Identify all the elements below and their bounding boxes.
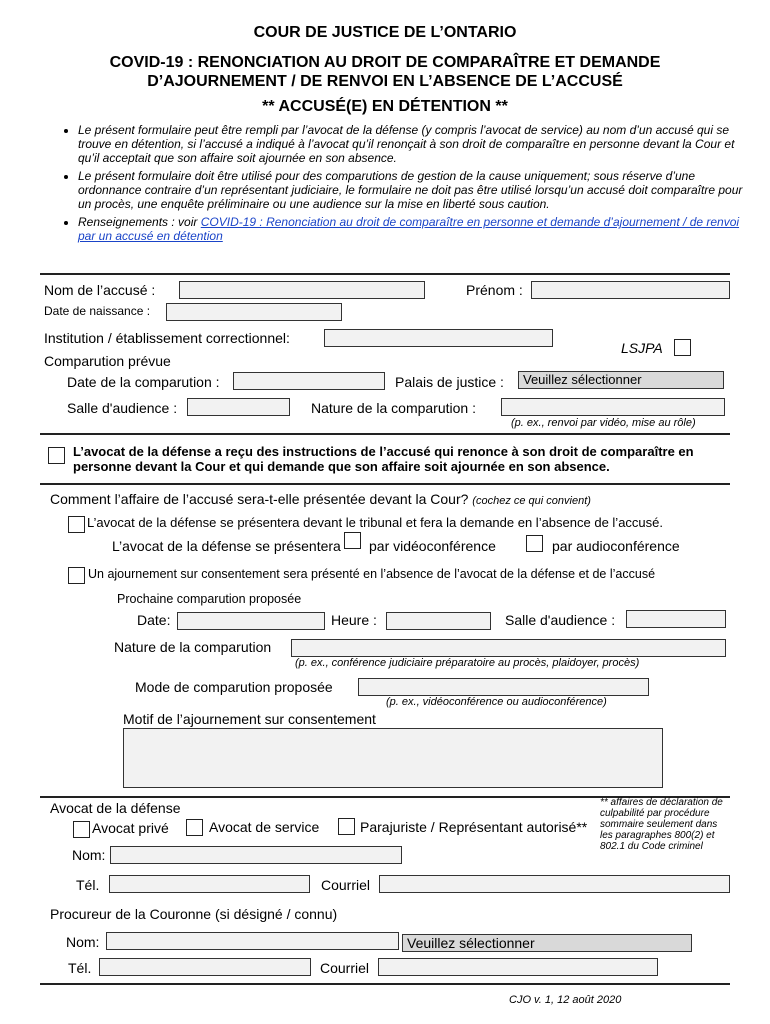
audio-label: par audioconférence bbox=[552, 538, 680, 554]
paralegal-note: ** affaires de déclaration de culpabilité par procédure sommaire seulement dans les paragraphes 800(2) et 802.1 du Code criminel bbox=[600, 797, 723, 852]
proposed-mode-input[interactable] bbox=[358, 678, 649, 696]
private-counsel-label: Avocat privé bbox=[92, 820, 169, 836]
section-divider bbox=[40, 433, 730, 435]
proposed-date-input[interactable] bbox=[177, 612, 325, 630]
crown-tel-input[interactable] bbox=[99, 958, 311, 976]
adjournment-reason-textarea[interactable] bbox=[123, 728, 663, 788]
accused-name-input[interactable] bbox=[179, 281, 425, 299]
defence-name-label: Nom: bbox=[72, 847, 106, 863]
accused-name-label: Nom de l’accusé : bbox=[44, 282, 156, 298]
proposed-date-label: Date: bbox=[137, 612, 171, 628]
defence-heading: Avocat de la défense bbox=[50, 800, 181, 816]
paralegal-checkbox[interactable] bbox=[338, 818, 355, 835]
video-label: par vidéoconférence bbox=[369, 538, 496, 554]
defence-name-input[interactable] bbox=[110, 846, 402, 864]
crown-name-input[interactable] bbox=[106, 932, 399, 950]
defence-email-input[interactable] bbox=[379, 875, 730, 893]
section-divider bbox=[40, 983, 730, 985]
crown-office-select[interactable]: Veuillez sélectionner bbox=[402, 934, 692, 952]
video-checkbox[interactable] bbox=[344, 532, 361, 549]
proposed-nature-input[interactable] bbox=[291, 639, 726, 657]
courthouse-select[interactable]: Veuillez sélectionner bbox=[518, 371, 724, 389]
proposed-heading: Prochaine comparution proposée bbox=[117, 592, 302, 606]
courtroom-label: Salle d'audience : bbox=[67, 400, 178, 416]
proposed-time-label: Heure : bbox=[331, 612, 377, 628]
crown-email-input[interactable] bbox=[378, 958, 658, 976]
proposed-room-input[interactable] bbox=[626, 610, 726, 628]
proposed-mode-label: Mode de comparution proposée bbox=[135, 679, 333, 695]
proposed-room-label: Salle d'audience : bbox=[505, 612, 616, 628]
institution-input[interactable] bbox=[324, 329, 553, 347]
first-name-input[interactable] bbox=[531, 281, 730, 299]
duty-counsel-label: Avocat de service bbox=[209, 819, 320, 835]
section-divider bbox=[40, 483, 730, 485]
bullet-item: • Le présent formulaire doit être utilisé pour des comparutions de gestion de la cause uniquement; sous réserve d’une ordonnance contraire d’un représentant judiciaire, le formulaire ne doit pas être utilisé lorsqu’un accusé doit comparaître pour un procès, une enquête préliminaire ou une audience sur la mise en liberté sous caution. bbox=[78, 169, 758, 211]
instructions-checkbox[interactable] bbox=[48, 447, 65, 464]
crown-tel-label: Tél. bbox=[68, 960, 92, 976]
courtroom-input[interactable] bbox=[187, 398, 290, 416]
bullet-item: • Le présent formulaire peut être rempli par l’avocat de la défense (y compris l’avocat de service) au nom d’un accusé qui se trouve en détention, si l’accusé a indiqué à l’avocat qu’il renonçait à son droit de comparaître en personne devant la Cour et qu’il acceptait que son affaire soit ajournée en son absence. bbox=[78, 123, 758, 165]
defence-email-label: Courriel bbox=[321, 877, 371, 893]
appearance-nature-label: Nature de la comparution : bbox=[311, 400, 476, 416]
form-title-line2: D’AJOURNEMENT / DE RENVOI EN L’ABSENCE DE L’ACCUSÉ bbox=[147, 73, 623, 90]
court-name: COUR DE JUSTICE DE L’ONTARIO bbox=[253, 24, 517, 41]
private-counsel-checkbox[interactable] bbox=[73, 821, 90, 838]
appearance-nature-input[interactable] bbox=[501, 398, 725, 416]
presentation-question: Comment l’affaire de l’accusé sera-t-elle présentée devant la Cour? bbox=[50, 491, 469, 507]
option-defence-appear-checkbox[interactable] bbox=[68, 516, 85, 533]
bullet-item bbox=[78, 215, 758, 243]
audio-checkbox[interactable] bbox=[526, 535, 543, 552]
appearance-heading: Comparution prévue bbox=[44, 353, 171, 369]
form-subtitle: ** ACCUSÉ(E) EN DÉTENTION ** bbox=[262, 98, 508, 115]
defence-appear-sub-label: L’avocat de la défense se présentera bbox=[112, 538, 341, 554]
instructions-statement: L’avocat de la défense a reçu des instructions de l’accusé qui renonce à son droit de comparaître en personne devant la Cour et qui demande que son affaire soit ajournée en son absence. bbox=[73, 444, 694, 474]
proposed-mode-hint: (p. ex., vidéoconférence ou audioconférence) bbox=[386, 696, 607, 708]
paralegal-label: Parajuriste / Représentant autorisé** bbox=[360, 819, 588, 835]
dob-label: Date de naissance : bbox=[44, 304, 151, 318]
proposed-nature-label: Nature de la comparution bbox=[114, 639, 272, 655]
crown-email-label: Courriel bbox=[320, 960, 370, 976]
info-prefix: Renseignements : voir bbox=[78, 215, 201, 229]
appearance-date-label: Date de la comparution : bbox=[67, 374, 220, 390]
form-title-line1: COVID-19 : RENONCIATION AU DROIT DE COMPARAÎTRE ET DEMANDE bbox=[109, 54, 661, 71]
info-link[interactable]: COVID-19 : Renonciation au droit de comparaître en personne et demande d’ajournement / de renvoi par un accusé en détention bbox=[78, 215, 740, 243]
dob-input[interactable] bbox=[166, 303, 342, 321]
instructions-list bbox=[50, 123, 758, 247]
courthouse-label: Palais de justice : bbox=[395, 374, 504, 390]
appearance-date-input[interactable] bbox=[233, 372, 385, 390]
option-consent-adjournment-checkbox[interactable] bbox=[68, 567, 85, 584]
option-consent-adjournment-label: Un ajournement sur consentement sera présenté en l’absence de l’avocat de la défense et de l’accusé bbox=[88, 567, 656, 581]
duty-counsel-checkbox[interactable] bbox=[186, 819, 203, 836]
crown-name-label: Nom: bbox=[66, 934, 100, 950]
proposed-nature-hint: (p. ex., conférence judiciaire préparatoire au procès, plaidoyer, procès) bbox=[295, 657, 640, 669]
lsjpa-checkbox[interactable] bbox=[674, 339, 691, 356]
section-divider bbox=[40, 273, 730, 275]
presentation-hint: (cochez ce qui convient) bbox=[472, 495, 591, 507]
first-name-label: Prénom : bbox=[466, 282, 523, 298]
defence-tel-input[interactable] bbox=[109, 875, 310, 893]
adjournment-reason-label: Motif de l’ajournement sur consentement bbox=[123, 711, 376, 727]
institution-label: Institution / établissement correctionnel: bbox=[44, 330, 290, 346]
lsjpa-label: LSJPA bbox=[621, 340, 663, 356]
appearance-nature-hint: (p. ex., renvoi par vidéo, mise au rôle) bbox=[511, 417, 696, 429]
proposed-time-input[interactable] bbox=[386, 612, 491, 630]
defence-tel-label: Tél. bbox=[76, 877, 100, 893]
crown-heading: Procureur de la Couronne (si désigné / connu) bbox=[50, 906, 338, 922]
form-version: CJO v. 1, 12 août 2020 bbox=[509, 994, 622, 1006]
option-defence-appear-label: L’avocat de la défense se présentera devant le tribunal et fera la demande en l’absence de l’accusé. bbox=[87, 515, 663, 530]
